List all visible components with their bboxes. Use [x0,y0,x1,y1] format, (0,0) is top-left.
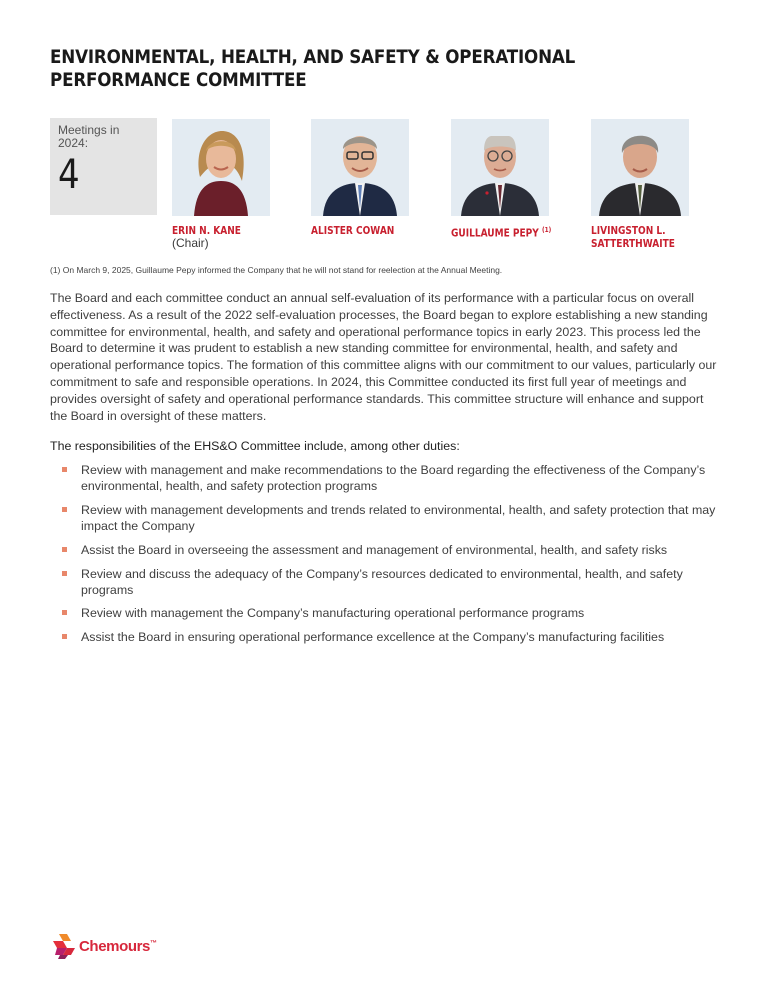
member-photo [172,119,270,216]
member-role: (Chair) [172,236,209,250]
member-photo [451,119,549,216]
meetings-count: 4 [58,152,80,198]
meetings-box [50,118,157,215]
member-name: GUILLAUME PEPY $^{(1)}$ [451,226,552,240]
list-item: Review with management and make recommendations to the Board regarding the effectiveness of the Company’s environmental, health, and safety protection programs [62,462,722,494]
member-card [591,119,731,250]
list-item: Review and discuss the adequacy of the Company’s resources dedicated to environmental, health, and safety programs [62,566,722,598]
responsibilities-heading: The responsibilities of the EHS&O Committee include, among other duties: [50,439,460,453]
member-name: ALISTER COWAN [311,224,395,237]
member-card [172,119,312,250]
footnote: (1) On March 9, 2025, Guillaume Pepy informed the Company that he will not stand for reelection at the Annual Meeting. [50,265,503,275]
member-card [451,119,591,240]
logo-text: Chemours™ [79,937,157,955]
responsibilities-list [62,462,722,653]
bullet-icon [62,507,67,512]
list-item: Review with management the Company’s manufacturing operational performance programs [62,605,722,621]
bullet-icon [62,547,67,552]
chemours-logo [50,932,157,960]
list-item: Assist the Board in ensuring operational performance excellence at the Company’s manufacturing facilities [62,629,722,645]
member-name: LIVINGSTON L. SATTERTHWAITE [591,224,675,250]
member-photo [311,119,409,216]
intro-paragraph: The Board and each committee conduct an annual self-evaluation of its performance with a particular focus on overall effectiveness. As a result of the 2022 self-evaluation processes, the Board began to explore establishing a new standing committee for environmental, health, and safety and operational performance topics in early 2023. This process led the Board to determine it was prudent to establish a new standing committee for environmental, health, and safety and operational performance topics. The formation of this committee aligns with our commitment to our values, particularly our commitment to safe and responsible operations. In 2024, this Committee conducted its first full year of meetings and provides oversight of safety and operational performance standards. This committee structure will enhance and support the Board in oversight of these matters. [50,291,717,423]
bullet-icon [62,467,67,472]
list-item: Review with management developments and trends related to environmental, health, and safety protection that may impact the Company [62,502,722,534]
member-name: ERIN N. KANE [172,224,241,237]
bullet-icon [62,571,67,576]
page-title: ENVIRONMENTAL, HEALTH, AND SAFETY & OPERATIONAL PERFORMANCE COMMITTEE [50,46,576,91]
list-item: Assist the Board in overseeing the assessment and management of environmental, health, and safety risks [62,542,722,558]
bullet-icon [62,610,67,615]
chemours-logo-icon [50,932,76,960]
meetings-label: Meetings in 2024: [58,123,120,150]
member-card [311,119,451,237]
bullet-icon [62,634,67,639]
member-photo [591,119,689,216]
footnote-marker: (1) [541,226,552,234]
